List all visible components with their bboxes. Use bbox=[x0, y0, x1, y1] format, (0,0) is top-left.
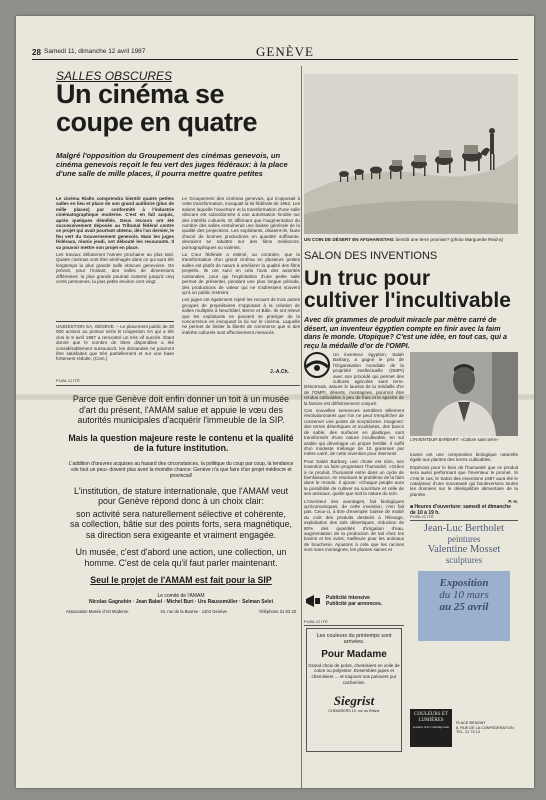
inventor-portrait-photo bbox=[410, 352, 518, 436]
gallery-address-line3: TEL. 21 74 13 bbox=[456, 730, 480, 735]
publicite-label: PUBLICITÉ bbox=[304, 620, 329, 624]
article1-headline-line2: coupe en quatre bbox=[56, 107, 258, 137]
article2-lede: Avec dix grammes de produit miracle par mètre carré de désert, un inventeur égyptien compte en finir avec la faim dans le monde. Utopique? C'est une idée, en tout cas, qui a reçu la médaille d'or de l'OMPI. bbox=[304, 315, 507, 350]
article1-signature: J.-A.Ch. bbox=[270, 369, 289, 375]
article2-column-2 bbox=[410, 452, 518, 507]
amam-paragraph: Un musée, c'est d'abord une action, une collection, un homme. C'est de cela qu'il faut parler maintenant. bbox=[75, 547, 287, 568]
article1-headline bbox=[56, 80, 296, 136]
section-title: GENÈVE bbox=[256, 44, 314, 59]
gallery-name: COULEURS ET LUMIÈRES bbox=[414, 712, 448, 723]
portrait-caption: L'INVENTEUR BARBARY: «Culture sans terre» bbox=[410, 437, 499, 442]
amam-paragraph: son activité sera naturellement sélective et cohérente, bbox=[76, 508, 286, 519]
header-rule bbox=[32, 59, 518, 60]
inventions-logo-icon bbox=[304, 352, 330, 378]
article2-paragraph: Un inventeur égyptien, Salah Barbary, a gagné le prix de l'Organisation mondiale de la propriété intellectuelle (OMPI) avec son procédé qui permet des cultures agricoles sans terre. Désormais, assure le lauréat de la médaille d'or de l'OMPI, déserts, montagnes, pourront être rendus cultivables à peu de frais et le spectre de la famine est définitivement conjuré. bbox=[304, 352, 404, 406]
artist-name-1: Jean-Luc Bertholet bbox=[423, 523, 505, 534]
gallery-address bbox=[456, 721, 514, 735]
publicite-intensive-line1: Publicité intensive bbox=[326, 595, 370, 601]
article2-paragraph: Pour Salah Barbary, une chose est sûre, son invention va faire progresser l'humanité: «Grâce à ce produit, l'humanité entre dans un cycle de bienfaisance, en résolvant le problème de la faim dans le monde. Il ajoute: «Chaque peuple aura la possibilité de cultiver sa nourriture et celle de ses animaux, quelle que soit la nature du sol». bbox=[304, 458, 404, 497]
exhibition-label: Exposition bbox=[439, 577, 489, 589]
article1-column-1 bbox=[56, 196, 174, 287]
camel-caravan-image bbox=[304, 74, 518, 234]
amam-footer bbox=[66, 609, 296, 614]
article2-paragraph: Espérons pour le bien de l'humanité que ce produit sera aussi performant que l'inventeur le promet. Si c'est le cas, le Salon des Inventions 1987 aura été le catalyseur d'une nouveauté qui bouleversera toutes les données sur le déséquilibre alimentaire de la planète. bbox=[410, 464, 518, 497]
article1-paragraph: Les travaux débuteront l'année prochaine au plus tard. Quatre cinémas vont être aménagés dans ce qui aura été longtemps la plus grande salle obscure genevoise. On prévoit, pour l'instant, des salles de dimensions différentes: la plus grande pourrait contenir jusqu'à cinq cents personnes, la plus petite environ cent vingt. bbox=[56, 252, 174, 285]
publicite-rule bbox=[304, 625, 404, 626]
exhibition-advertisement bbox=[410, 523, 518, 709]
exhibition-start: du 10 mars bbox=[439, 589, 489, 601]
amam-paragraph: Parce que Genève doit enfin donner un toit à un musée d'art du présent, l'AMAM salue et appuie le vœu des autorités municipales d'acquérir l'immeuble de la SIP. bbox=[72, 394, 290, 425]
article2-signature: P. H. bbox=[508, 499, 518, 505]
column-divider bbox=[301, 66, 302, 788]
article1-paragraph: Le Groupement des cinémas genevois, qui s'opposait à cette transformation, invoquait la loi fédérale de 1962. Les salons laquelle l'ouverture et la transformation d'une salle obscure est subordonnée à une autorisation fondée sur des intérêts culturels. Et affirmant que l'augmentation du nombre des salles entraînerait une baisse générale de la qualité des projections. Les exploitants, disaient-ils, faute d'avoir de bonnes productions en quantité suffisante, devraient se rabattre sur des films médiocres, pornographiques ou violents. bbox=[182, 196, 300, 250]
siegrist-address: CHEMISIERS 19, rue du Rhône bbox=[328, 709, 380, 714]
siegrist-brand: Siegrist bbox=[333, 693, 375, 709]
gallery-footer bbox=[410, 708, 518, 748]
siegrist-body: Grand choix de polos, chemisiers en voile de coton ou polyester. Ensembles jupes et chemisiers ... et toujours nos pulovers pur cachemire. bbox=[308, 662, 400, 685]
gallery-logo bbox=[410, 709, 452, 747]
article1-lede: Malgré l'opposition du Groupement des cinémas genevois, un cinéma genevois reçoit le feu vert des juges fédéraux: à la place d'une salle de mille places, il pourra mettre quatre petites bbox=[56, 151, 288, 178]
article2-kicker: SALON DES INVENTIONS bbox=[304, 250, 438, 262]
article1-paragraph: Les juges ont également rejeté les recours de trois autres groupes de propriétaires s'opposant à la création de salles multiples à Neuchâtel, Berne et Bâle. Ils ont relevé que les exploitants ne peuvent se protéger de la concurrence en invoquant la loi sur le cinéma. Laquelle ne permet de limiter la liberté de commerce que si des intérêts culturels sont effectivement menacés. bbox=[182, 297, 300, 335]
article1-paragraph: Le cinéma Rialto comprendra bientôt quatre petites salles en lieu et place de son grand auditoire (plus de mille places) par conformité à l'industrie cinématographique moderne. C'est en fait acquis, après quelques démêlés. Deux recours ont été successivement déposés au Tribunal fédéral contre ce projet qui avait pourtant obtenu, dès l'an dernier, le feu vert du Gouvernement genevois. Mais les juges fédéraux, réunis jeudi, ont débouté les recourants. Il va pouvoir mettre son projet en place. bbox=[56, 196, 174, 250]
article2-column-1 bbox=[304, 352, 404, 555]
publicite-intensive-line2: Publicité par annonces. bbox=[326, 601, 383, 607]
article2-headline-line2: cultiver l'incultivable bbox=[304, 289, 511, 312]
gallery-subtitle: Galerie d'art contemporain bbox=[412, 725, 450, 729]
amam-paragraph: L'addition d'œuvres acquises au hasard des circonstances, la politique du coup par coup, la tendance «de tout un peu» doivent plus avoir la moindre chance: Genève n'a que faire d'un projet médiocre et provincial! bbox=[68, 460, 294, 479]
amam-paragraph: Mais la question majeure reste le contenu et la qualité de la future institution. bbox=[68, 432, 294, 453]
article1-headline-line1: Un cinéma se bbox=[56, 79, 225, 109]
amam-footer-org: Association Musée d'Art Moderne bbox=[66, 608, 129, 614]
opening-hours: ■ Heures d'ouverture: samedi et dimanche de 10 à 19 h. bbox=[410, 504, 511, 516]
amam-footer-phone: Téléphone 21 63 33 bbox=[258, 608, 296, 614]
publicite-intensive-text bbox=[326, 595, 382, 607]
exhibition-dates-box bbox=[418, 571, 510, 641]
article2-paragraph: toutes ont une composition biologique naturelle égale aux plantes des terres cultivables. bbox=[410, 452, 518, 463]
article1-kicker: SALLES OBSCURES bbox=[56, 69, 173, 83]
amam-committee: Le comité de l'AMAM bbox=[157, 592, 205, 599]
siegrist-heading: Pour Madame bbox=[321, 648, 387, 660]
page-number: 28 bbox=[32, 48, 41, 57]
amam-names: Nicolas Gagnebin · Jean Babel · Michel Buri · Urs Raussmüller · Selman Selvi bbox=[89, 598, 273, 605]
article2-headline bbox=[304, 268, 518, 312]
amam-footer-address: 10, rue de la Bourse · 1204 Genève bbox=[160, 608, 227, 614]
amam-paragraph: L'institution, de stature internationale, que l'AMAM veut pour Genève répond donc à un choix clair: bbox=[73, 485, 289, 506]
newspaper-page bbox=[16, 16, 534, 788]
gallery-address-line2: 8, RUE DE LA CONFEDERATION bbox=[456, 725, 514, 730]
artist-medium-1: peintures bbox=[447, 534, 481, 544]
unigestion-notice: UNIGESTION SA, GENÈVE. – Le placement public de 28 000 actions au porteur série B Unigestion SA qui a été clos le 9 avril 1987 a rencontré un très vif succès. Étant donné que le nombre de titres disponibles a été considérablement sursouscrit, les demandes ne pourront être satisfaites que très partiellement et sur une base fortement réduite. (Com.) bbox=[56, 321, 174, 362]
amam-paragraph: sa collection, bâtie sur des points forts, sera magnétique, bbox=[70, 519, 292, 529]
publicite-rule bbox=[410, 520, 518, 521]
amam-paragraph: sa direction sera exigeante et vraiment engagée. bbox=[85, 529, 277, 540]
gallery-address-line1: PLACE BEMONT bbox=[456, 721, 486, 726]
publicite-intensive-ad bbox=[304, 588, 404, 614]
amam-slogan: Seul le projet de l'AMAM est fait pour la SIP bbox=[90, 575, 272, 585]
desert-caravan-photo bbox=[304, 74, 518, 234]
photo-caption bbox=[304, 237, 518, 242]
publicite-label: PUBLICITÉ bbox=[410, 515, 435, 519]
issue-date: Samedi 11, dimanche 12 avril 1987 bbox=[44, 48, 146, 55]
article1-paragraph: La Cour fédérale a estimé, au contraire, que la transformation d'un grand cinéma en plusieurs petites salles est plutôt de nature à améliorer la qualité des films projetés. Ils ont suivi en cela l'avis des autorités cantonales, pour qui l'exploitation d'une petite salle permet de présenter, pendant une plus longue période, des productions de valeur qui ne s'adressent souvent qu'à un public restreint. bbox=[182, 252, 300, 295]
photo-caption-text: bientôt une terre promise? (photo Marguerite Reid-a) bbox=[395, 237, 504, 242]
publicite-rule bbox=[56, 385, 300, 386]
siegrist-advertisement bbox=[306, 628, 402, 752]
article2-paragraph: Ces nouvelles semences semblent tellement révolutionnaires que l'on ne peut s'empêcher de conserver une pointe de scepticisme. Imaginez: des terres désertiques et incultivées, des bancs de sable, des surfaces en plastique, sont transformés d'une nature incultivable, en sol arable qui développe un propre fertilité. Il suffit d'un modeste mélange de 10 grammes par mètre carré, de cette invention pour intervenir. bbox=[304, 408, 404, 457]
article2-headline-line1: Un truc pour bbox=[304, 267, 430, 290]
exhibition-end: au 25 avril bbox=[439, 601, 489, 613]
article1-column-2 bbox=[182, 196, 300, 337]
publicite-label: PUBLICITÉ bbox=[56, 379, 81, 383]
inventor-image bbox=[410, 352, 518, 436]
article2-paragraph: L'inventeur des avantages, fait biologiques qu'économiques, de cette invention, n'en fait pas. Ceux-ci, à titre d'exemple: baisse de moitié du coût des produits destinés à l'élevage, exploitation des sols désertiques, réduction de 80% des quantités d'irrigation d'eau, augmentation de la production de lait chez les bovins et les ovins, meilleure pour les animaux de boucherie. Ajoutons à cela que les racines sont sans montagnes, les plantes saines et bbox=[304, 498, 404, 553]
amam-advertisement bbox=[66, 394, 296, 764]
photo-caption-title: UN COIN DE DÉSERT EN AFGHANISTAN: bbox=[304, 237, 395, 242]
artist-medium-2: sculptures bbox=[445, 555, 483, 565]
siegrist-intro: Les couleurs du printemps sont arrivées. bbox=[316, 633, 392, 646]
megaphone-icon bbox=[304, 592, 322, 610]
artist-name-2: Valentine Mosset bbox=[427, 544, 501, 555]
